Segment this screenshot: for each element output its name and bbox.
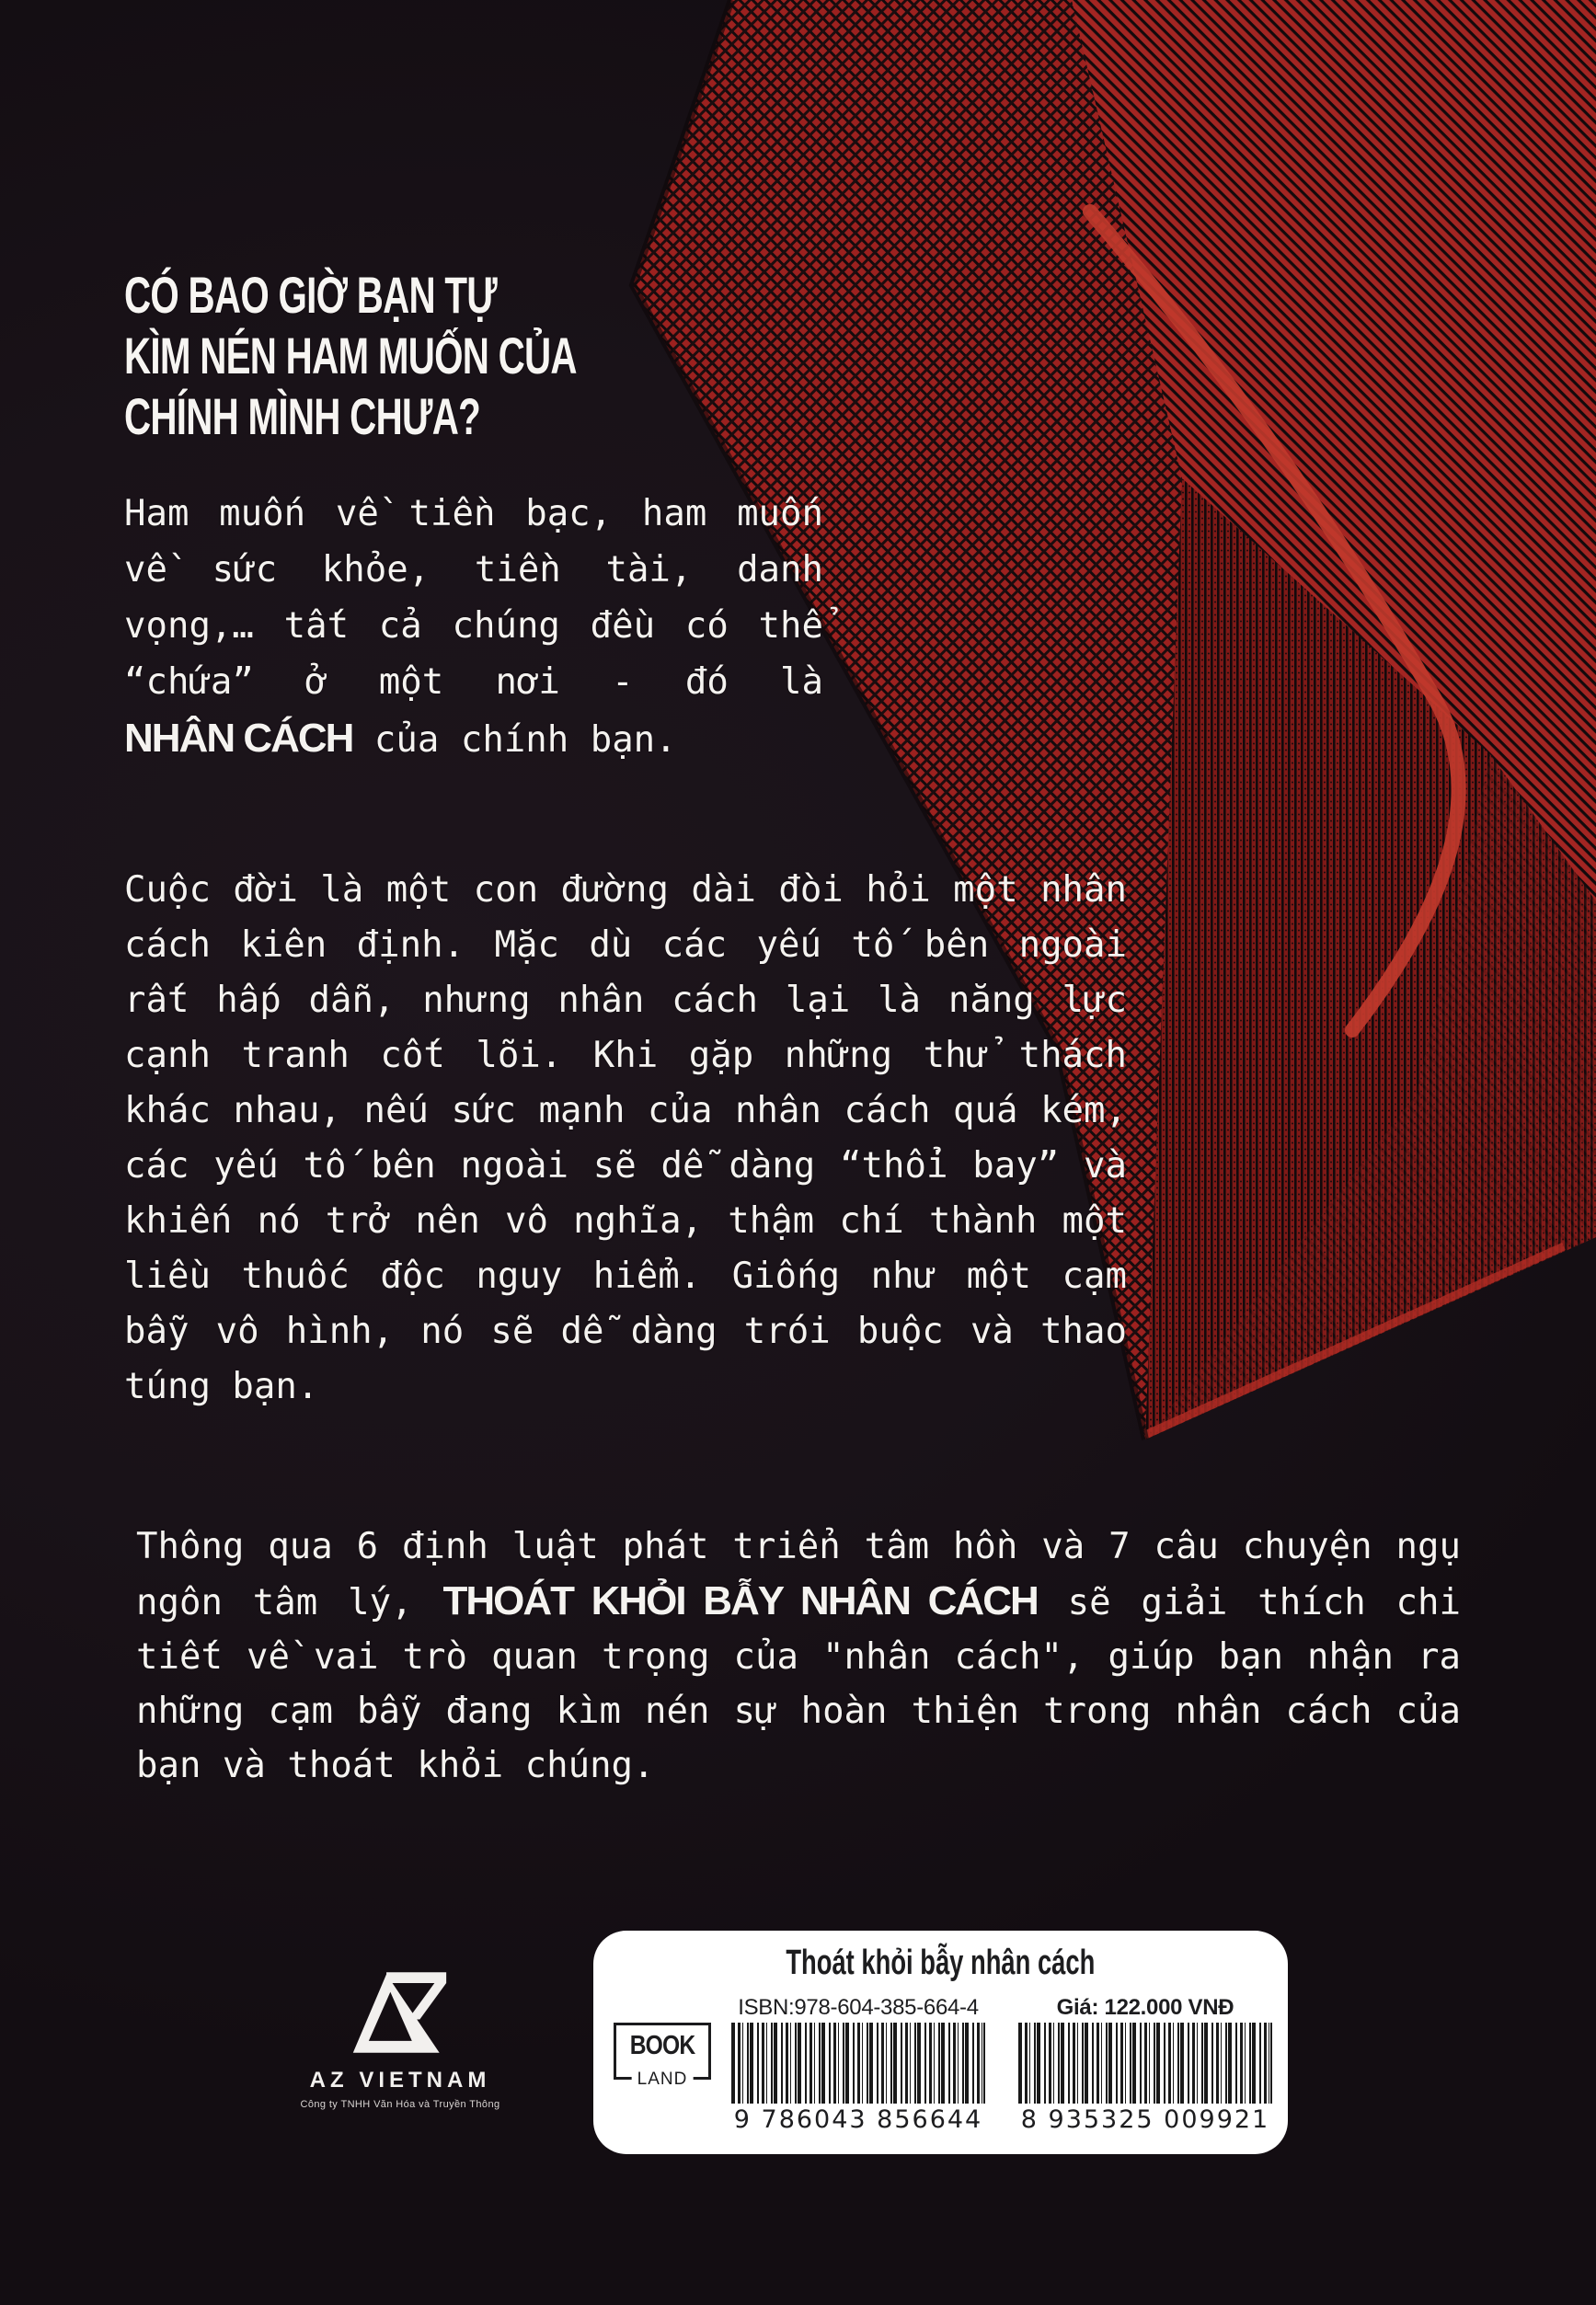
barcode-isbn-digits: 9 786043 856644 — [733, 2105, 983, 2134]
price-isbn-label — [593, 1931, 1288, 2154]
isbn-text: ISBN:978-604-385-664-4 — [738, 1995, 979, 2020]
bookland-logo-top: BOOK — [629, 2031, 695, 2060]
paragraph-desire: Ham muốn về tiền bạc, ham muốn về sức khỏe, tiền tài, danh vọng,… tất cả chúng đều có thể “chứa” ở một nơi - đó là NHÂN CÁCH của chính bạn. — [124, 493, 823, 761]
bookland-logo-bottom: LAND — [632, 2070, 694, 2090]
heading-line-2: KÌM NÉN HAM MUỐN CỦA — [124, 327, 577, 384]
barcode-ean — [1018, 1988, 1272, 2134]
book-title: Thoát khỏi bẫy nhân cách — [786, 1944, 1096, 1982]
heading-line-3: CHÍNH MÌNH CHƯA? — [124, 387, 481, 445]
publisher-tagline: Công ty TNHH Văn Hóa và Truyền Thông — [300, 2099, 500, 2110]
az-vietnam-logo-icon — [349, 1968, 452, 2057]
publisher-name: AZ VIETNAM — [309, 2068, 491, 2093]
heading-line-1: CÓ BAO GIỜ BẠN TỰ — [124, 266, 498, 324]
paragraph-life-road: Cuộc đời là một con đường dài đòi hỏi một nhân cách kiên định. Mặc dù các yếu tố bên ngoài rất hấp dẫn, nhưng nhân cách lại là năng lực cạnh tranh cốt lõi. Khi gặp những thử thách khác nhau, nếu sức mạnh của nhân cách quá kém, các yếu tố bên ngoài sẽ dễ dàng “thổi bay” và khiến nó trở nên vô nghĩa, thậm chí thành một liều thuốc độc nguy hiểm. Giống như một cạm bẫy vô hình, nó sẽ dễ dàng trói buộc và thao túng bạn. — [124, 869, 1127, 1407]
barcode-ean-bars — [1018, 2023, 1272, 2104]
barcode-isbn-bars — [731, 2023, 985, 2104]
publisher-block — [294, 1968, 506, 2110]
cover-heading — [124, 265, 752, 447]
barcode-isbn — [731, 1988, 985, 2134]
bookland-logo — [614, 2023, 711, 2089]
price-text: Giá: 122.000 VNĐ — [1056, 1995, 1234, 2020]
paragraph-book-summary: Thông qua 6 định luật phát triển tâm hồn và 7 câu chuyện ngụ ngôn tâm lý, THOÁT KHỎI BẪY NHÂN CÁCH sẽ giải thích chi tiết về vai trò quan trọng của "nhân cách", giúp bạn nhận ra những cạm bẫy đang kìm nén sự hoàn thiện trong nhân cách của bạn và thoát khỏi chúng. — [136, 1526, 1461, 1786]
barcode-ean-digits: 8 935325 009921 — [1020, 2105, 1270, 2134]
